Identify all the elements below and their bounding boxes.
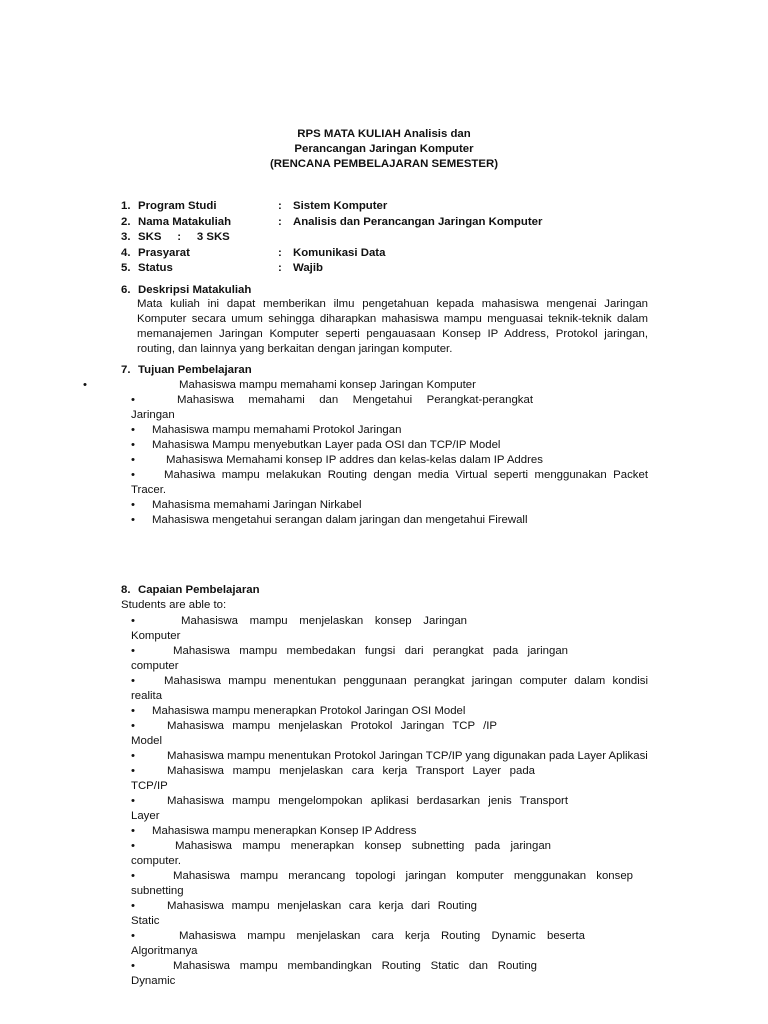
list-item-text: Mahasiswa mampu memahami Protokol Jaringan	[152, 424, 402, 436]
bullet: •	[131, 705, 135, 717]
info-value: Analisis dan Perancangan Jaringan Komputer	[293, 215, 543, 228]
info-label: Prasyarat	[138, 246, 190, 259]
document-title	[0, 127, 768, 172]
bullet: •	[131, 615, 135, 627]
info-label: Nama Matakuliah	[138, 215, 232, 228]
list-item-text: Mahasiswa mampu menjelaskan cara kerja dari Routing Static	[131, 900, 477, 927]
bullet: •	[131, 840, 135, 852]
list-item	[131, 513, 648, 528]
list-item	[131, 438, 648, 453]
list-item-text: Mahasiswa mampu menjelaskan cara kerja Transport Layer pada TCP/IP	[131, 765, 535, 792]
list-item	[131, 423, 648, 438]
list-item	[131, 899, 477, 929]
section-6-heading	[121, 283, 251, 298]
bullet: •	[131, 750, 135, 762]
list-item-text: Mahasiswa mampu membedakan fungsi dari perangkat pada jaringan computer	[131, 645, 568, 672]
list-item	[131, 749, 648, 764]
bullet: •	[131, 645, 135, 657]
list-item-text: Mahasiswa mampu menjelaskan konsep Jaringan Komputer	[131, 615, 467, 642]
list-item-text: Mahasiswa mampu mengelompokan aplikasi berdasarkan jenis Transport Layer	[131, 795, 568, 822]
bullet: •	[131, 439, 135, 451]
bullet: •	[131, 900, 135, 912]
list-item-text: Mahasiswa mampu menerapkan konsep subnetting pada jaringan computer.	[131, 840, 551, 867]
list-item	[131, 869, 633, 899]
list-item-text: Mahasiswa mampu menentukan Protokol Jaringan TCP/IP yang digunakan pada Layer Aplikasi	[167, 750, 648, 762]
section-title: Tujuan Pembelajaran	[138, 364, 252, 376]
info-number: 2.	[121, 215, 131, 228]
list-item	[131, 719, 497, 749]
bullet: •	[131, 870, 135, 882]
bullet: •	[83, 379, 87, 391]
section-title: Capaian Pembelajaran	[138, 584, 260, 596]
info-colon: :	[278, 262, 282, 274]
info-label: Status	[138, 262, 173, 274]
course-description: Mata kuliah ini dapat memberikan ilmu pengetahuan kepada mahasiswa mengenai Jaringan Komputer secara umum sehingga diharapkan mahasiswa mampu menguasai teknik-teknik dalam memanajemen Jaringan Komputer seperti pengauasaan Konsep IP Address, Protokol jaringan, routing, dan lainnya yang berkaitan dengan jaringan komputer.	[137, 298, 648, 355]
list-item	[131, 764, 535, 794]
list-item	[131, 498, 648, 513]
list-item	[131, 704, 648, 719]
learning-outcomes-list	[131, 614, 648, 989]
info-colon: :	[278, 246, 282, 259]
bullet: •	[131, 675, 135, 687]
list-item	[131, 959, 537, 989]
list-item	[131, 393, 533, 423]
students-intro: Students are able to:	[121, 599, 227, 611]
bullet: •	[131, 454, 135, 466]
list-item	[131, 453, 543, 468]
section-7-heading	[121, 363, 252, 378]
list-item	[131, 824, 648, 839]
list-item	[131, 674, 648, 704]
bullet: •	[131, 499, 135, 511]
list-item-text: Mahasiwa mampu melakukan Routing dengan media Virtual seperti menggunakan Packet Tracer.	[131, 469, 648, 496]
list-item-text: Mahasiswa mengetahui serangan dalam jaringan dan mengetahui Firewall	[152, 514, 528, 526]
list-item	[131, 644, 568, 674]
section-title: Deskripsi Matakuliah	[138, 284, 252, 296]
list-item-text: Mahasiswa Memahami konsep IP addres dan kelas-kelas dalam IP Addres	[166, 454, 543, 466]
list-item	[83, 378, 509, 393]
section-number: 6.	[121, 284, 131, 296]
info-label: SKS : 3 SKS	[138, 231, 230, 243]
list-item-text: Mahasiswa mampu menerapkan Konsep IP Address	[152, 825, 417, 837]
list-item	[131, 794, 568, 824]
info-number: 4.	[121, 246, 131, 259]
list-item	[131, 614, 467, 644]
list-item-text: Mahasiswa mampu membandingkan Routing Static dan Routing Dynamic	[131, 960, 537, 987]
bullet: •	[131, 825, 135, 837]
bullet: •	[131, 394, 135, 406]
bullet: •	[131, 469, 135, 481]
bullet: •	[131, 514, 135, 526]
list-item-text: Mahasiswa mampu menjelaskan Protokol Jaringan TCP /IP Model	[131, 720, 497, 747]
list-item-text: Mahasiswa mampu memahami konsep Jaringan Komputer	[179, 379, 476, 391]
section-number: 8.	[121, 584, 131, 596]
title-line-1: RPS MATA KULIAH Analisis dan	[297, 128, 471, 140]
bullet: •	[131, 424, 135, 436]
bullet: •	[131, 960, 135, 972]
list-item	[131, 468, 648, 498]
bullet: •	[131, 795, 135, 807]
list-item-text: Mahasisma memahami Jaringan Nirkabel	[152, 499, 362, 511]
list-item-text: Mahasiswa mampu merancang topologi jaringan komputer menggunakan konsep subnetting	[131, 870, 633, 897]
section-8-heading	[121, 583, 260, 598]
info-value: Sistem Komputer	[293, 200, 388, 212]
learning-objectives-list	[83, 378, 648, 528]
bullet: •	[131, 930, 135, 942]
list-item-text: Mahasiswa mampu menerapkan Protokol Jaringan OSI Model	[152, 705, 466, 717]
title-line-3: (RENCANA PEMBELAJARAN SEMESTER)	[269, 158, 499, 170]
section-number: 7.	[121, 364, 131, 376]
info-colon: :	[278, 215, 282, 228]
list-item-text: Mahasiswa mampu menentukan penggunaan perangkat jaringan computer dalam kondisi realita	[131, 675, 648, 702]
title-line-2: Perancangan Jaringan Komputer	[294, 143, 474, 155]
bullet: •	[131, 720, 135, 732]
list-item	[131, 839, 551, 869]
list-item-text: Mahasiswa memahami dan Mengetahui Perangkat-perangkat Jaringan	[131, 394, 533, 421]
bullet: •	[131, 765, 135, 777]
info-number: 5.	[121, 262, 131, 274]
list-item-text: Mahasiswa mampu menjelaskan cara kerja Routing Dynamic beserta Algoritmanya	[131, 930, 585, 957]
info-number: 1.	[121, 200, 131, 212]
list-item-text: Mahasiswa Mampu menyebutkan Layer pada OSI dan TCP/IP Model	[152, 439, 501, 451]
info-colon: :	[278, 200, 282, 212]
list-item	[131, 929, 585, 959]
info-value: Wajib	[293, 262, 323, 274]
info-value: Komunikasi Data	[293, 246, 386, 259]
info-label: Program Studi	[138, 200, 217, 212]
info-number: 3.	[121, 231, 131, 243]
